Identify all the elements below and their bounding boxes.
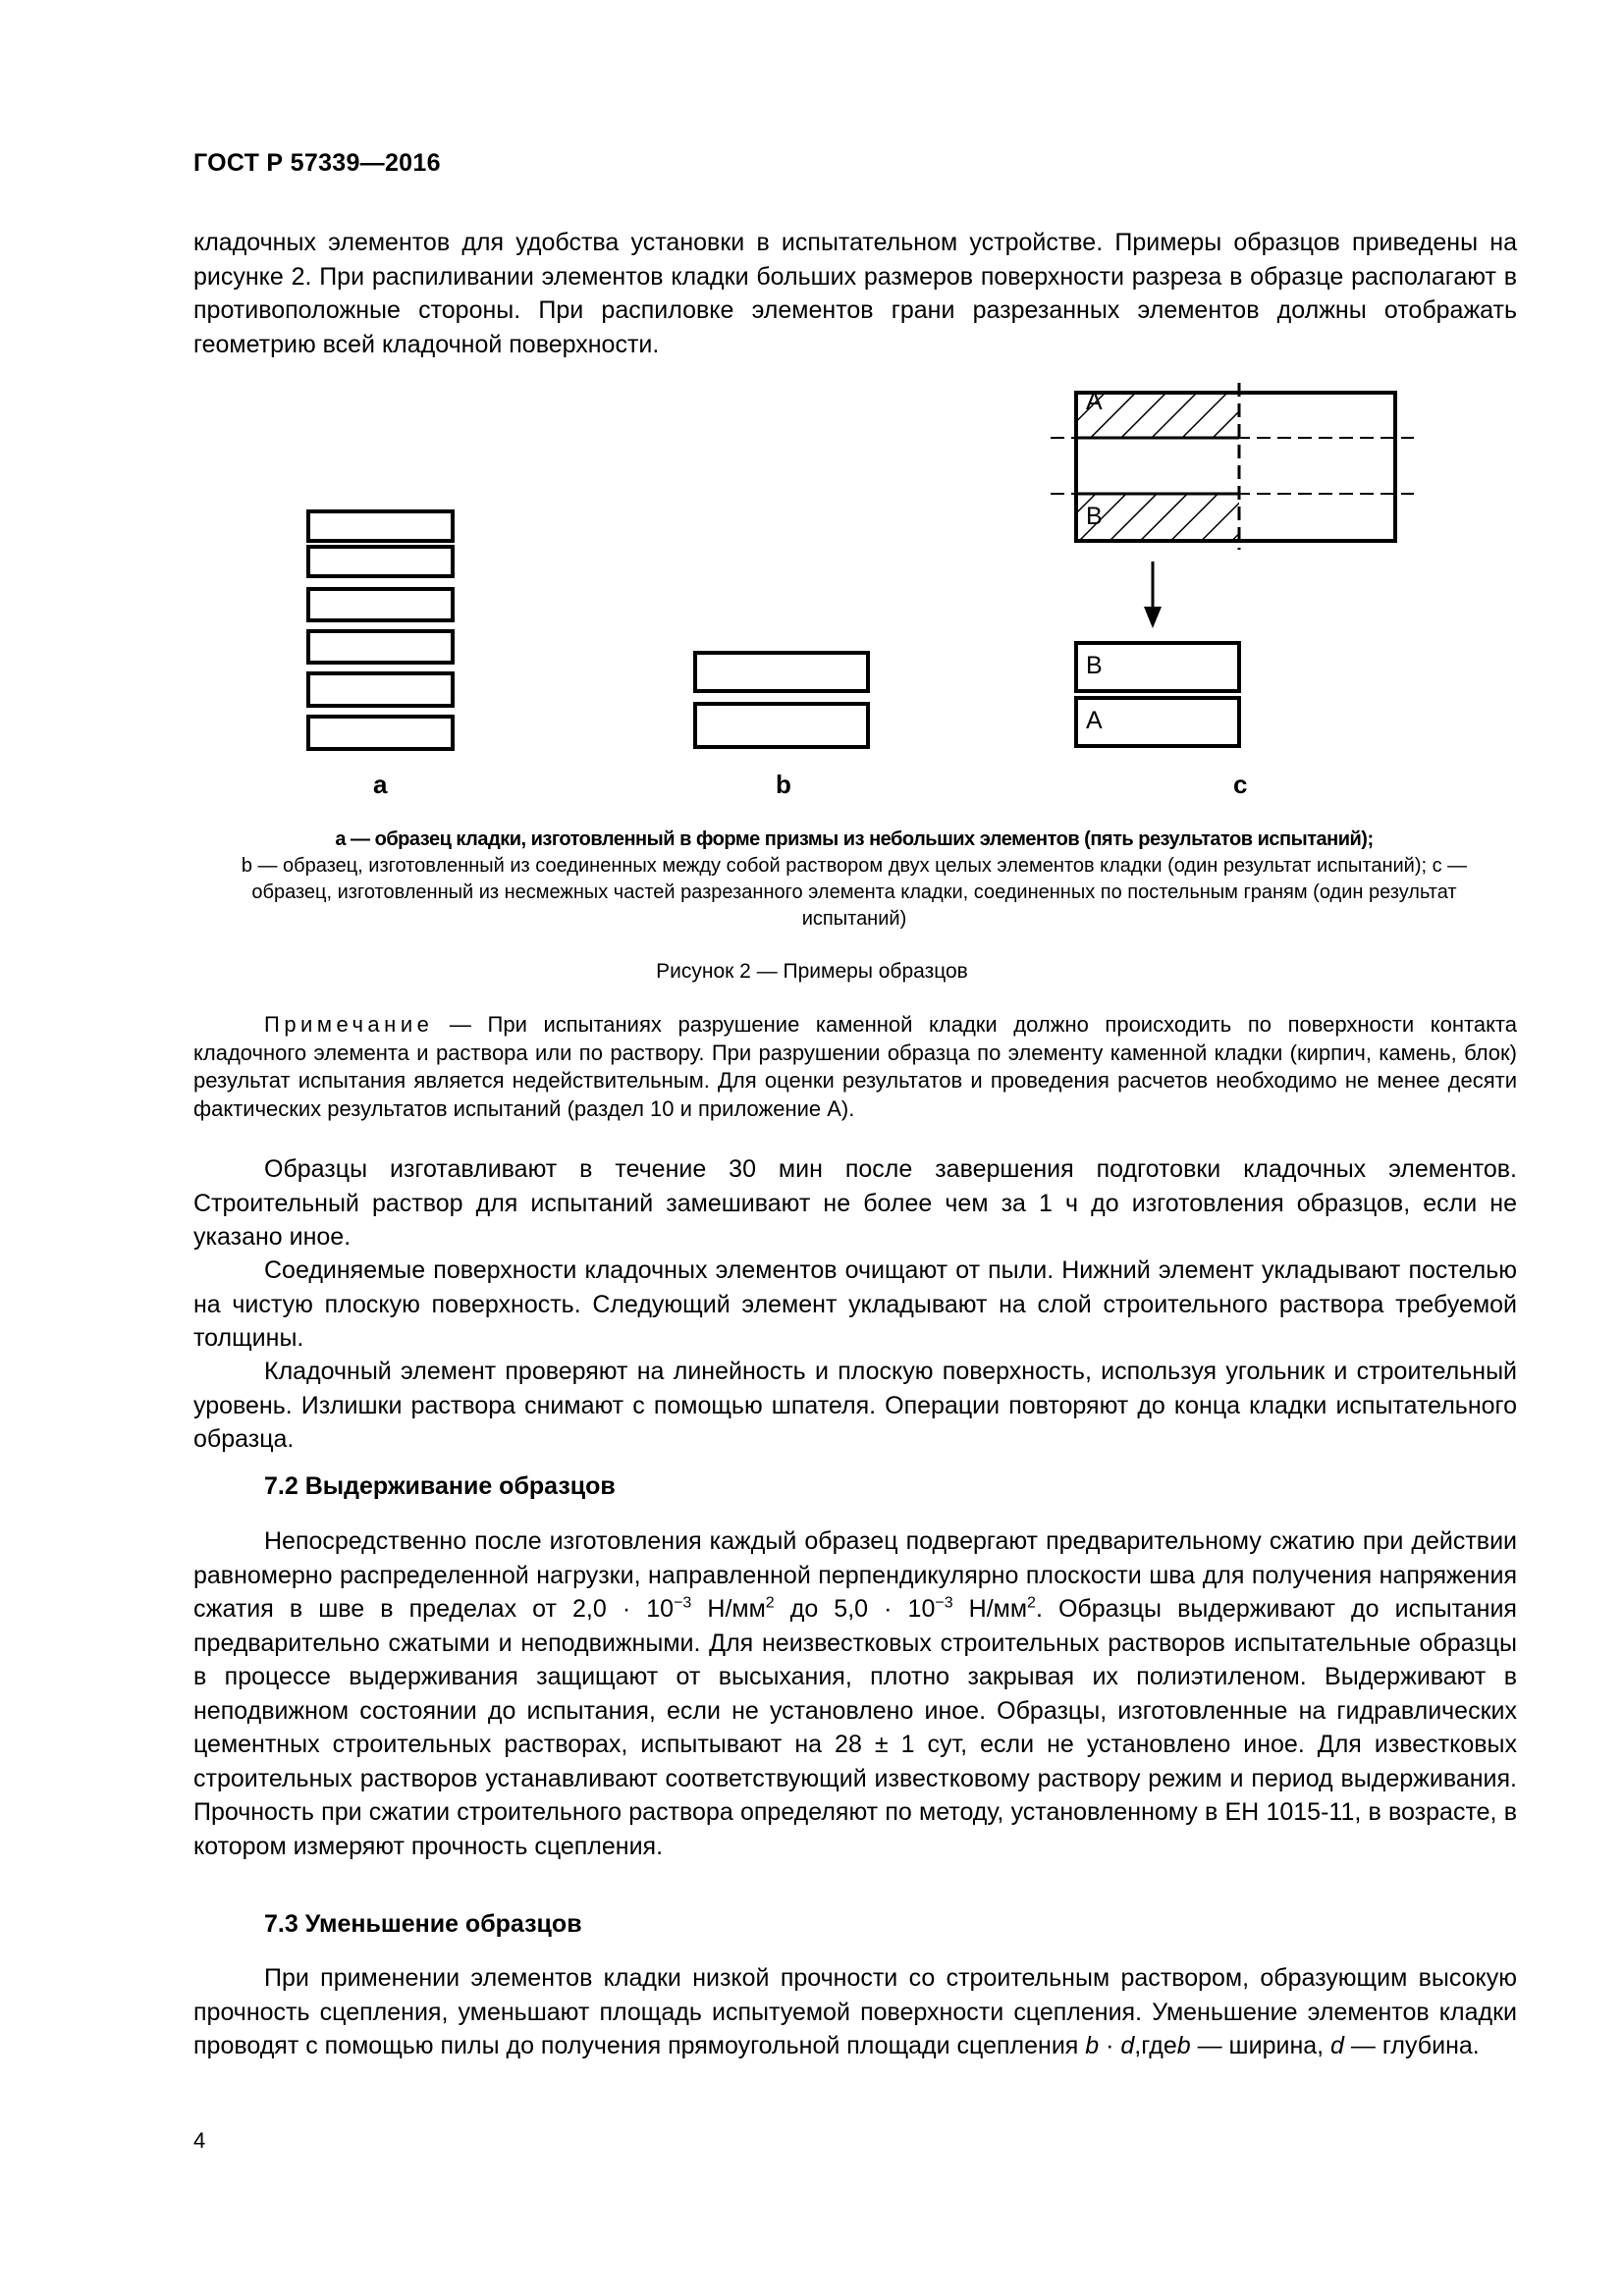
caption-a: а — образец кладки, изготовленный в форме призмы из небольших элементов (пять результатов испытаний); [335,828,1374,850]
specimen-b-couplet [695,653,868,747]
paragraph-1: Образцы изготавливают в течение 30 мин после завершения подготовки кладочных элементов. Строительный раствор для испытаний замешивают не более чем за 1 ч до изготовления образцов, если не указано иное. [193,1155,1517,1251]
variable-d: d [1120,2032,1135,2059]
section-7-3-heading: 7.3 Уменьшение образцов [264,1910,582,1938]
figure-title: Рисунок 2 — Примеры образцов [656,960,968,983]
text-run: где [1141,2032,1177,2059]
exponent: 2 [1027,1594,1036,1612]
label-b: b [776,770,791,799]
exponent: −3 [674,1594,692,1612]
brick [308,547,453,576]
figure-caption [206,827,1502,933]
text-run: При применении элементов кладки низкой прочности со строительным раствором, образующим высокую прочность сцепления, уменьшают площадь испытуемой поверхности сцепления. Уменьшение элементов кладки проводят с помощью пилы до получения прямоугольной площади сцепления [193,1964,1517,2059]
note [193,1011,1517,1123]
exponent: 2 [765,1594,775,1612]
text-run: до 5,0 · 10 [774,1595,936,1623]
brick [695,653,868,691]
intro-paragraph: кладочных элементов для удобства установки в испытательном устройстве. Примеры образцов приведены на рисунке 2. При распиливании элементов кладки больших размеров поверхности разреза в образце располагают в противоположные стороны. При распиловке элементов грани разрезанных элементов должны отображать геометрию всей кладочной поверхности. [193,229,1517,358]
brick [308,631,453,663]
exponent: −3 [935,1594,953,1612]
note-text: — При испытаниях разрушение каменной кладки должно происходить по поверхности контакта кладочного элемента и раствора или по раствору. При разрушении образца по элементу каменной кладки (кирпич, камень, блок) результат испытания является недействительным. Для оценки результатов и проведения расчетов необходимо не менее десяти фактических результатов испытаний (раздел 10 и приложение А). [193,1012,1517,1121]
paragraph-3: Кладочный элемент проверяют на линейность и плоскую поверхность, используя угольник и строительный уровень. Излишки раствора снимают с помощью шпателя. Операции повторяют до конца кладки испытательного образца. [193,1358,1517,1453]
variable-d: d [1330,2032,1344,2059]
text-run: — ширина, [1190,2032,1331,2059]
text-run: . Образцы выдерживают до испытания предварительно сжатыми и неподвижными. Для неизвестковых строительных растворов испытательные образцы в процессе выдерживания защищают от высыхания, плотно закрывая их полиэтиленом. Выдерживают в неподвижном состоянии до испытания, если не установлено иное. Образцы, изготовленные на гидравлических цементных строительных растворах, испытывают на 28 ± 1 сут, если не установлено иное. Для известковых строительных растворов устанавливают соответствующий известковому раствору режим и период выдерживания. Прочность при сжатии строительного раствора определяют по методу, установленному в ЕН 1015-11, в возрасте, в котором измеряют прочность сцепления. [193,1595,1517,1860]
text-run: Н/мм [952,1595,1028,1623]
note-label: Примечание [264,1012,434,1037]
text-run: · [1099,2032,1121,2059]
brick [695,704,868,747]
arrow-down-icon [1144,607,1162,628]
document-header: ГОСТ Р 57339—2016 [193,149,441,177]
variable-b: b [1085,2032,1100,2059]
section-7-2-heading: 7.2 Выдерживание образцов [264,1472,616,1500]
block-label-a: A [1086,707,1103,734]
text-run: , [1134,2032,1142,2059]
brick [308,717,453,749]
label-c: c [1233,770,1248,799]
specimen-a-prism [308,511,453,749]
page-number: 4 [193,2128,206,2153]
variable-b: b [1176,2032,1191,2059]
text-run: Н/мм [691,1595,766,1623]
cut-label-b: B [1086,503,1103,530]
paragraph-2: Соединяемые поверхности кладочных элементов очищают от пыли. Нижний элемент укладывают постелью на чистую плоскую поверхность. Следующий элемент укладывают на слой строительного раствора требуемой толщины. [193,1256,1517,1352]
label-a: a [373,770,388,799]
figure-drawing [0,368,1624,810]
specimen-c-cut-brick [1051,383,1414,746]
text-run: Непосредственно после изготовления каждый образец подвергают предварительному сжатию при действии равномерно распределенной нагрузки, направленной перпендикулярно плоскости шва для получения напряжения сжатия в шве в пределах от 2,0 · 10 [193,1527,1517,1623]
caption-bc: b — образец, изготовленный из соединенных между собой раствором двух целых элементов кладки (один результат испытаний); c — образец, изготовленный из несмежных частей разрезанного элемента кладки, соединенных по постельным граням (один результат испытаний) [241,855,1468,930]
figure-2 [0,368,1624,810]
block-label-b: B [1086,652,1103,679]
brick [308,673,453,706]
cut-label-a: A [1086,388,1103,415]
text-run: — глубина. [1343,2032,1480,2059]
brick [308,511,453,541]
section-7-3-text [193,1961,1517,2063]
section-7-2-text [193,1524,1517,1863]
brick [308,589,453,620]
